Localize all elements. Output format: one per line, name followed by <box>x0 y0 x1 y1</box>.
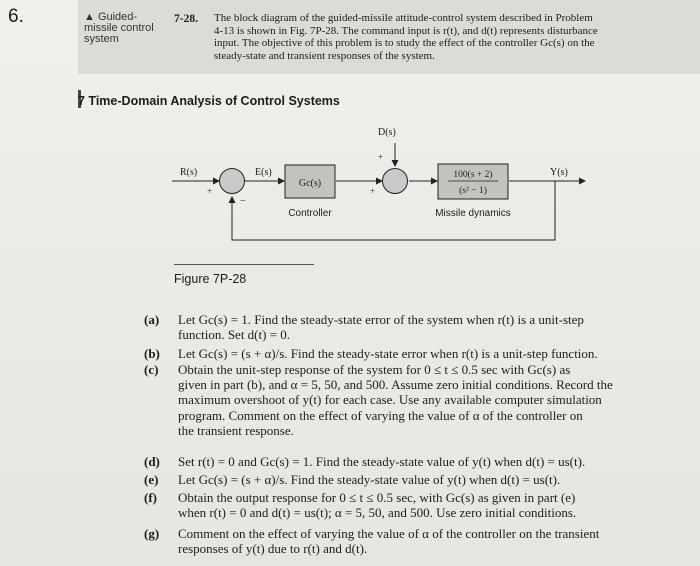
part-line: Let Gc(s) = (s + α)/s. Find the steady-state error when r(t) is a unit-step function. <box>178 346 598 361</box>
part-line: responses of y(t) due to r(t) and d(t). <box>178 541 368 557</box>
margin-note-line: ▲ Guided- <box>84 11 138 23</box>
part-line: the transient response. <box>178 422 294 438</box>
part-b <box>178 346 598 361</box>
part-label-e: (e) <box>144 472 159 487</box>
statement-line: input. The objective of this problem is to study the effect of the controller Gc(s) on the <box>214 37 595 49</box>
part-label-g: (g) <box>144 526 160 541</box>
figure-rule <box>174 264 314 265</box>
part-line: Obtain the unit-step response of the system for 0 ≤ t ≤ 0.5 sec with Gc(s) as <box>178 362 571 377</box>
part-line: when r(t) = 0 and d(t) = us(t); α = 5, 50, and 500. Use zero initial conditions. <box>178 505 577 521</box>
statement-line: The block diagram of the guided-missile attitude-control system described in Problem <box>214 12 593 24</box>
part-d <box>178 454 585 469</box>
part-line: Let Gc(s) = (s + α)/s. Find the steady-state value of y(t) when d(t) = us(t). <box>178 472 561 487</box>
margin-note-line: system <box>84 33 119 45</box>
part-line: maximum overshoot of y(t) for each case. Use any available computer simulation <box>178 392 602 408</box>
part-label-f: (f) <box>144 490 157 505</box>
reference-label: R(s) <box>180 167 198 178</box>
part-line: Let Gc(s) = 1. Find the steady-state error of the system when r(t) is a unit-step <box>178 312 584 327</box>
part-line: Set r(t) = 0 and Gc(s) = 1. Find the steady-state value of y(t) when d(t) = us(t). <box>178 454 586 469</box>
part-label-c: (c) <box>144 362 159 377</box>
disturbance-label: D(s) <box>378 127 396 138</box>
plant-caption: Missile dynamics <box>435 208 511 219</box>
part-line: function. Set d(t) = 0. <box>178 327 291 343</box>
part-line: given in part (b), and α = 5, 50, and 500. Assume zero initial conditions. Record the <box>178 377 613 393</box>
problem-id: 7-28. <box>174 13 198 25</box>
part-a <box>178 312 584 342</box>
controller-caption: Controller <box>288 208 332 219</box>
part-g <box>178 526 599 556</box>
summing-junction-2 <box>383 169 408 194</box>
controller-tf: Gc(s) <box>298 178 322 189</box>
part-f <box>178 490 576 520</box>
sign-plus-reference: + <box>207 186 213 196</box>
statement-line: steady-state and transient responses of the system. <box>214 49 435 62</box>
section-title: 7 Time-Domain Analysis of Control Systems <box>78 94 340 108</box>
part-e <box>178 472 560 487</box>
part-line: Comment on the effect of varying the value of α of the controller on the transient <box>178 526 600 541</box>
plant-denominator: (s² − 1) <box>459 186 487 196</box>
part-line: Obtain the output response for 0 ≤ t ≤ 0.5 sec, with Gc(s) as given in part (e) <box>178 490 576 505</box>
part-label-d: (d) <box>144 454 160 469</box>
sign-plus-disturbance: + <box>378 152 384 162</box>
part-c <box>178 362 613 438</box>
sign-plus-control: + <box>370 186 376 196</box>
part-label-b: (b) <box>144 346 160 361</box>
margin-note-line: missile control <box>84 22 154 34</box>
part-line: program. Comment on the effect of varying the value of α of the controller on <box>178 407 583 423</box>
plant-numerator: 100(s + 2) <box>453 170 493 180</box>
part-label-a: (a) <box>144 312 160 327</box>
statement-line: 4-13 is shown in Fig. 7P-28. The command input is r(t), and d(t) represents disturbance <box>214 24 598 37</box>
figure-caption: Figure 7P-28 <box>174 272 247 286</box>
output-label: Y(s) <box>550 167 568 178</box>
sign-minus-feedback: − <box>240 196 246 207</box>
error-label: E(s) <box>255 167 272 178</box>
summing-junction-1 <box>220 169 245 194</box>
problem-number: 6. <box>8 6 24 27</box>
